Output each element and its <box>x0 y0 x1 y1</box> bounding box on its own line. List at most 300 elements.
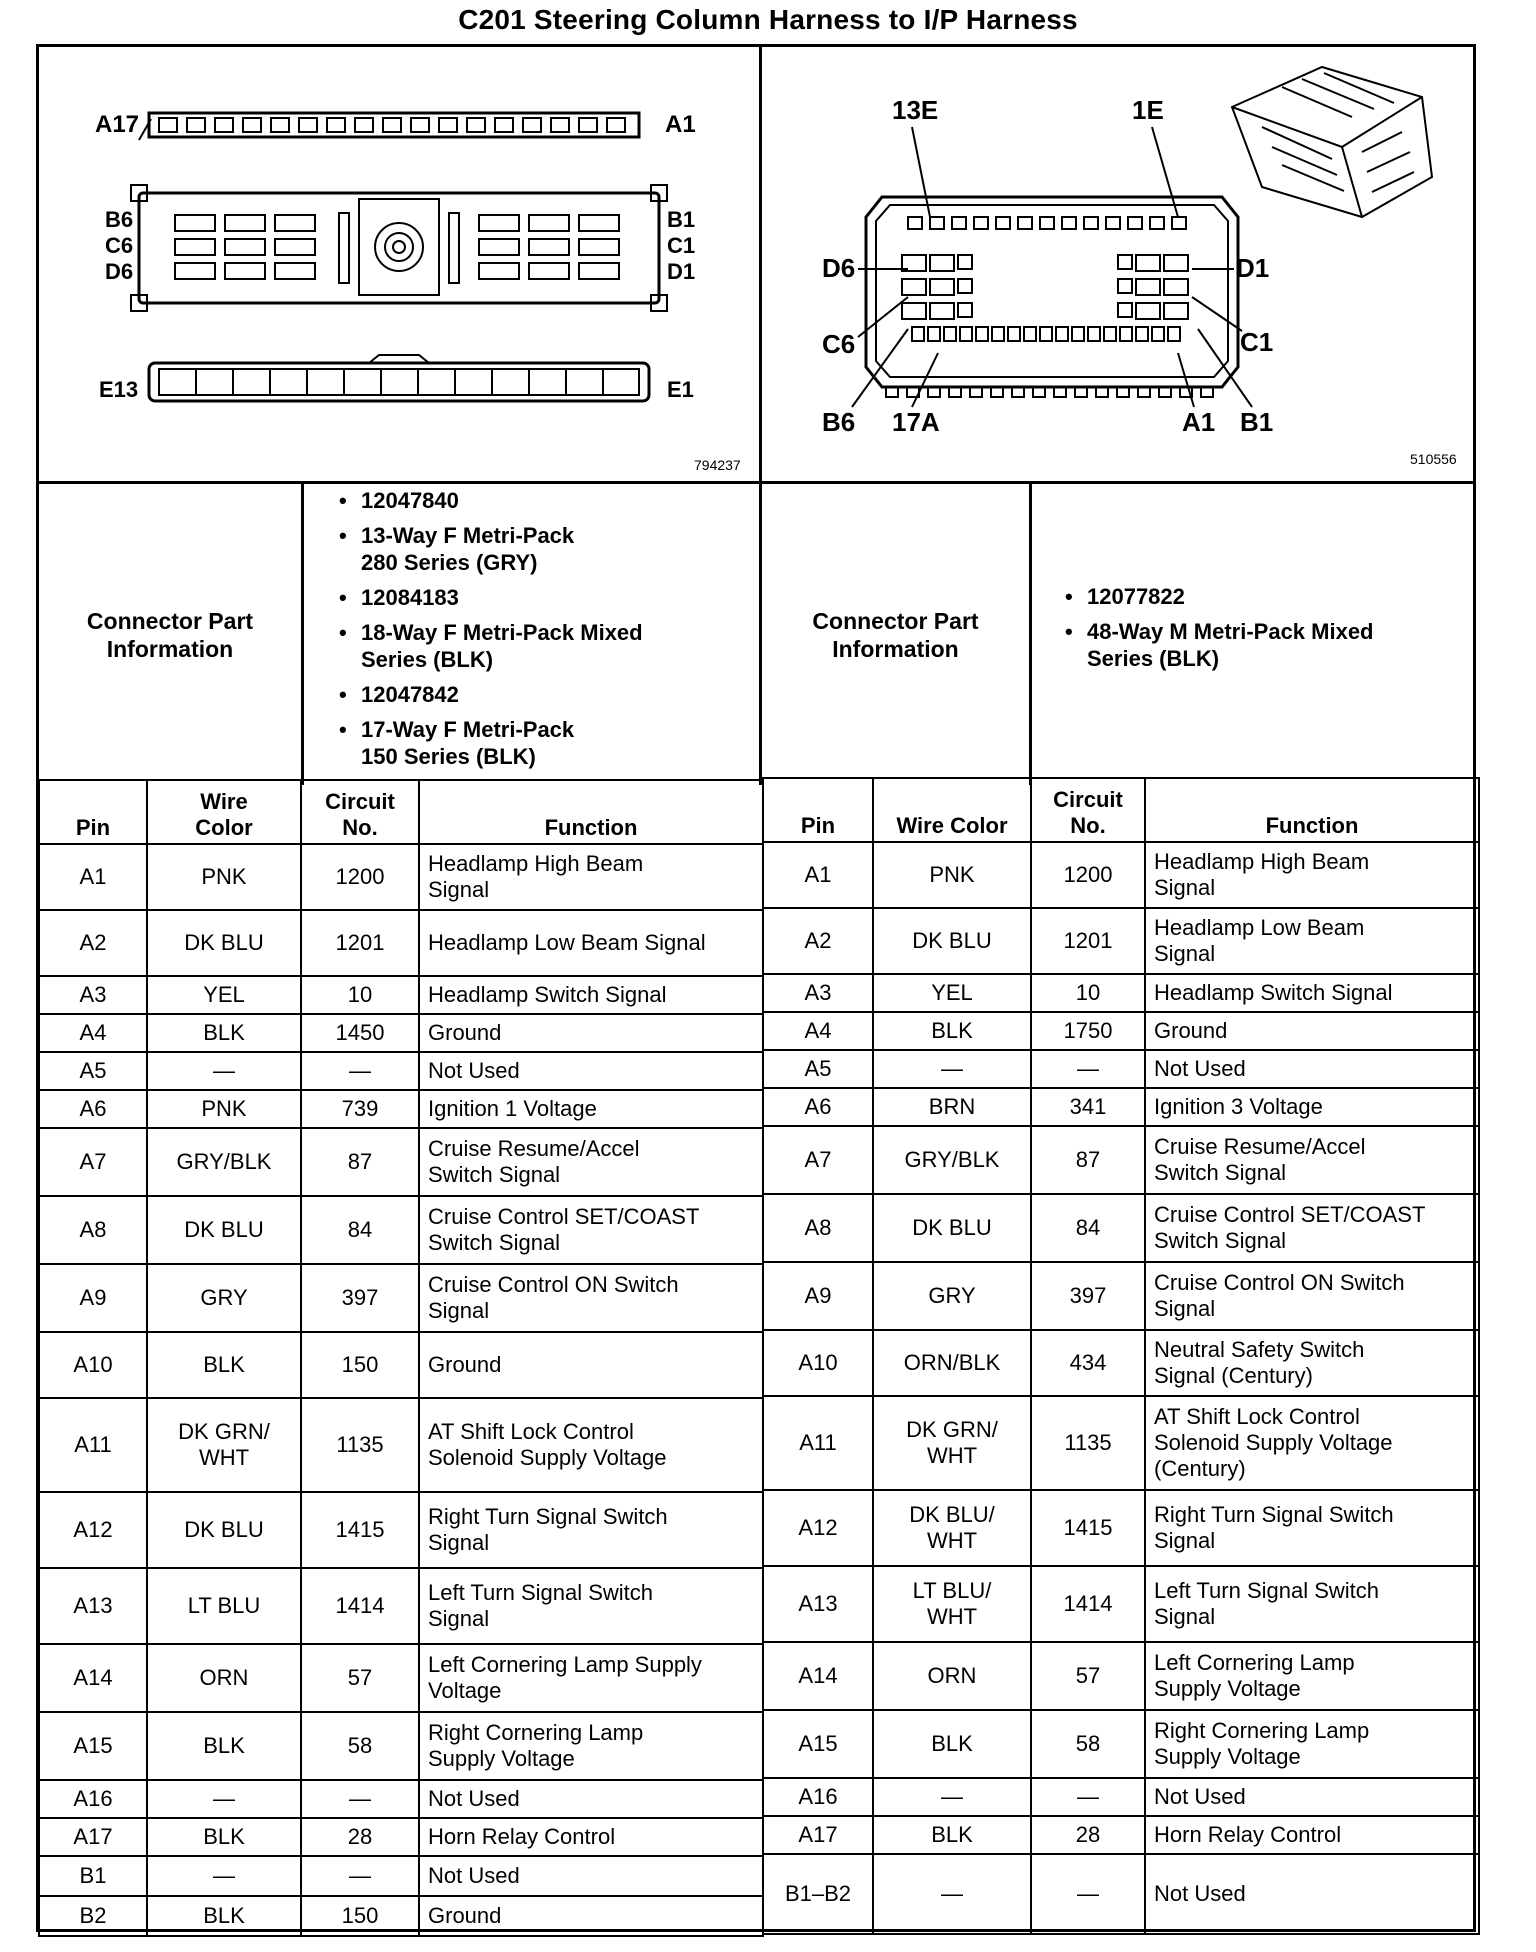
circuit-cell: — <box>301 1856 419 1896</box>
pin-cavity <box>1120 327 1132 341</box>
pin-cavity <box>1118 279 1132 293</box>
pin-cell: A5 <box>763 1050 873 1088</box>
label-c6: C6 <box>822 329 856 359</box>
pin-cavity <box>225 263 265 279</box>
circuit-cell: 57 <box>301 1644 419 1712</box>
pin-cavity <box>930 303 954 319</box>
table-row <box>763 1088 1479 1126</box>
table-row <box>763 842 1479 908</box>
header-wire-color: Wire Color <box>147 780 301 844</box>
function-cell: Ground <box>419 1014 763 1052</box>
a-row-pin-cavities <box>912 327 1180 341</box>
pin-cavity <box>1024 327 1036 341</box>
pin-cavity <box>1008 327 1020 341</box>
function-cell: Headlamp High Beam Signal <box>1145 842 1479 908</box>
right-part-info-list <box>1061 583 1461 680</box>
wire-color-cell: DK BLU <box>147 1196 301 1264</box>
label-d6: D6 <box>105 259 134 284</box>
e-row-pin-cavities <box>908 217 1186 229</box>
wire-color-cell: GRY <box>147 1264 301 1332</box>
pin-cavity <box>607 118 625 132</box>
table-row <box>39 1398 763 1492</box>
pin-cavity <box>495 118 513 132</box>
pin-cavity <box>275 239 315 255</box>
wire-color-cell: YEL <box>873 974 1031 1012</box>
pin-cell: A16 <box>39 1780 147 1818</box>
wire-color-cell: DK BLU <box>147 910 301 976</box>
function-cell: Headlamp Switch Signal <box>419 976 763 1014</box>
header-function: Function <box>1145 778 1479 842</box>
wire-color-cell: GRY <box>873 1262 1031 1330</box>
table-row <box>763 1396 1479 1490</box>
circuit-cell: 150 <box>301 1896 419 1936</box>
part-info-item: • 12047842 <box>335 681 745 708</box>
table-row <box>39 976 763 1014</box>
circuit-cell: — <box>1031 1778 1145 1816</box>
pin-cell: A11 <box>763 1396 873 1490</box>
wire-color-cell: BLK <box>147 1818 301 1856</box>
pin-cell: A10 <box>763 1330 873 1396</box>
table-row <box>39 1128 763 1196</box>
pin-cavity <box>523 118 541 132</box>
circuit-cell: 1415 <box>301 1492 419 1568</box>
wire-color-cell: DK GRN/ WHT <box>873 1396 1031 1490</box>
pin-cell: A17 <box>763 1816 873 1854</box>
pin-cavity <box>579 215 619 231</box>
label-c6: C6 <box>105 233 134 258</box>
wire-color-cell: — <box>147 1052 301 1090</box>
right-pin-table <box>762 777 1480 1935</box>
pin-cavity <box>902 303 926 319</box>
table-row <box>39 844 763 910</box>
pin-cell: A17 <box>39 1818 147 1856</box>
function-cell: AT Shift Lock Control Solenoid Supply Voltage <box>419 1398 763 1492</box>
circuit-cell: 1750 <box>1031 1012 1145 1050</box>
label-e13: E13 <box>99 377 139 402</box>
label-e1: E1 <box>667 377 694 402</box>
label-13e: 13E <box>892 95 939 125</box>
function-cell: Headlamp Low Beam Signal <box>419 910 763 976</box>
pin-cell: A8 <box>39 1196 147 1264</box>
function-cell: Ground <box>419 1332 763 1398</box>
table-row <box>763 1778 1479 1816</box>
pin-cavity <box>1164 255 1188 271</box>
pin-cell: A2 <box>39 910 147 976</box>
pin-cell: A12 <box>39 1492 147 1568</box>
circuit-cell: 10 <box>1031 974 1145 1012</box>
circuit-cell: 397 <box>1031 1262 1145 1330</box>
function-cell: Right Cornering Lamp Supply Voltage <box>1145 1710 1479 1778</box>
wire-color-cell: DK BLU <box>873 1194 1031 1262</box>
wire-color-cell: PNK <box>147 1090 301 1128</box>
circuit-cell: 10 <box>301 976 419 1014</box>
pin-cavity <box>225 215 265 231</box>
function-cell: Right Turn Signal Switch Signal <box>1145 1490 1479 1566</box>
function-cell: Left Turn Signal Switch Signal <box>419 1568 763 1644</box>
pin-cell: A15 <box>39 1712 147 1780</box>
label-1e: 1E <box>1132 95 1164 125</box>
pin-cavity <box>479 239 519 255</box>
e-row-pin-cavities <box>196 369 603 395</box>
function-cell: Cruise Resume/Accel Switch Signal <box>1145 1126 1479 1194</box>
pin-cavity <box>1118 255 1132 269</box>
wire-color-cell: — <box>147 1856 301 1896</box>
pin-cavity <box>187 118 205 132</box>
wire-color-cell: PNK <box>873 842 1031 908</box>
pin-cavity <box>974 217 988 229</box>
wire-color-cell: ORN <box>873 1642 1031 1710</box>
pin-cell: A4 <box>763 1012 873 1050</box>
table-row <box>39 910 763 976</box>
wire-color-cell: BLK <box>147 1014 301 1052</box>
pin-cell: A13 <box>763 1566 873 1642</box>
circuit-cell: 1450 <box>301 1014 419 1052</box>
function-cell: Headlamp Low Beam Signal <box>1145 908 1479 974</box>
pin-cavity <box>1136 279 1160 295</box>
pin-cavity <box>529 239 569 255</box>
label-a17: A17 <box>95 111 140 138</box>
table-row <box>39 1264 763 1332</box>
label-b6: B6 <box>105 207 134 232</box>
wire-color-cell: DK BLU <box>147 1492 301 1568</box>
pin-cavity <box>299 118 317 132</box>
pin-cell: A7 <box>763 1126 873 1194</box>
function-cell: Ground <box>419 1896 763 1936</box>
left-pin-rows <box>39 844 763 1936</box>
left-info-divider <box>301 481 304 785</box>
left-connector-drawing <box>39 47 759 481</box>
pin-cavity <box>1172 217 1186 229</box>
circuit-cell: — <box>1031 1050 1145 1088</box>
table-row <box>763 1710 1479 1778</box>
header-circuit: Circuit No. <box>1031 778 1145 842</box>
circuit-cell: 341 <box>1031 1088 1145 1126</box>
header-pin: Pin <box>39 780 147 844</box>
pin-cavity <box>944 327 956 341</box>
wire-color-cell: DK BLU/ WHT <box>873 1490 1031 1566</box>
pin-cavity <box>411 118 429 132</box>
pin-cell: A5 <box>39 1052 147 1090</box>
part-info-item: • 48-Way M Metri-Pack Mixed Series (BLK) <box>1061 618 1461 672</box>
table-row <box>763 1050 1479 1088</box>
pin-cavity <box>1152 327 1164 341</box>
table-row <box>39 1196 763 1264</box>
pin-cavity <box>275 215 315 231</box>
left-connector-figure <box>39 47 759 481</box>
circuit-cell: 739 <box>301 1090 419 1128</box>
pin-cell: A4 <box>39 1014 147 1052</box>
pin-cavity <box>1136 255 1160 271</box>
table-row <box>763 974 1479 1012</box>
label-17a: 17A <box>892 407 940 437</box>
pin-cavity <box>551 118 569 132</box>
pin-cell: A15 <box>763 1710 873 1778</box>
pin-cavity <box>175 215 215 231</box>
circuit-cell: 87 <box>1031 1126 1145 1194</box>
header-circuit: Circuit No. <box>301 780 419 844</box>
pin-cavity <box>1128 217 1142 229</box>
table-row <box>763 1126 1479 1194</box>
pin-cavity <box>1072 327 1084 341</box>
circuit-cell: 84 <box>1031 1194 1145 1262</box>
pin-cell: A8 <box>763 1194 873 1262</box>
pin-cavity <box>579 263 619 279</box>
pin-cell: A3 <box>763 974 873 1012</box>
label-c1: C1 <box>667 233 696 258</box>
pin-cell: B1 <box>39 1856 147 1896</box>
function-cell: Left Cornering Lamp Supply Voltage <box>419 1644 763 1712</box>
function-cell: Not Used <box>419 1780 763 1818</box>
pin-cell: A11 <box>39 1398 147 1492</box>
wire-color-cell: — <box>147 1780 301 1818</box>
function-cell: Not Used <box>1145 1778 1479 1816</box>
table-row <box>763 1816 1479 1854</box>
function-cell: Cruise Resume/Accel Switch Signal <box>419 1128 763 1196</box>
circuit-cell: — <box>301 1780 419 1818</box>
circuit-cell: 87 <box>301 1128 419 1196</box>
wire-color-cell: BLK <box>147 1712 301 1780</box>
pin-cell: A1 <box>763 842 873 908</box>
left-pin-table <box>38 779 764 1937</box>
wire-color-cell: GRY/BLK <box>147 1128 301 1196</box>
wire-color-cell: DK BLU <box>873 908 1031 974</box>
circuit-cell: 1200 <box>301 844 419 910</box>
header-function: Function <box>419 780 763 844</box>
wire-color-cell: BLK <box>873 1710 1031 1778</box>
pin-cavity <box>958 279 972 293</box>
circuit-cell: 1201 <box>1031 908 1145 974</box>
right-connector-drawing <box>762 47 1473 481</box>
left-info-label: Connector Part Information <box>86 607 254 662</box>
pin-cell: A7 <box>39 1128 147 1196</box>
pin-cavity <box>467 118 485 132</box>
pin-cavity <box>1164 279 1188 295</box>
wire-color-cell: BLK <box>147 1896 301 1936</box>
table-row <box>39 1052 763 1090</box>
pin-cavity <box>930 217 944 229</box>
wire-color-cell: BRN <box>873 1088 1031 1126</box>
circuit-cell: 84 <box>301 1196 419 1264</box>
label-b1: B1 <box>667 207 696 232</box>
pin-cell: A2 <box>763 908 873 974</box>
pin-cavity <box>215 118 233 132</box>
right-pin-rows <box>763 842 1479 1934</box>
connector-isometric-view <box>1232 67 1432 217</box>
function-cell: Cruise Control ON Switch Signal <box>1145 1262 1479 1330</box>
circuit-cell: 434 <box>1031 1330 1145 1396</box>
circuit-cell: 57 <box>1031 1642 1145 1710</box>
label-c1: C1 <box>1240 327 1274 357</box>
page-title: C201 Steering Column Harness to I/P Harness <box>458 4 1078 35</box>
circuit-cell: 58 <box>301 1712 419 1780</box>
wire-color-cell: GRY/BLK <box>873 1126 1031 1194</box>
function-cell: Headlamp Switch Signal <box>1145 974 1479 1012</box>
pin-cell: A9 <box>39 1264 147 1332</box>
circuit-cell: 1414 <box>301 1568 419 1644</box>
pin-cavity <box>958 303 972 317</box>
circuit-cell: 58 <box>1031 1710 1145 1778</box>
pin-cavity <box>355 118 373 132</box>
table-row <box>39 1644 763 1712</box>
pin-cell: B1–B2 <box>763 1854 873 1934</box>
pin-cavity <box>579 118 597 132</box>
figure-number: 794237 <box>694 457 741 473</box>
function-cell: Ignition 1 Voltage <box>419 1090 763 1128</box>
table-row <box>763 1262 1479 1330</box>
function-cell: Not Used <box>419 1052 763 1090</box>
wire-color-cell: PNK <box>147 844 301 910</box>
circuit-cell: 1201 <box>301 910 419 976</box>
label-b6: B6 <box>822 407 856 437</box>
table-row <box>763 1330 1479 1396</box>
wire-color-cell: DK GRN/ WHT <box>147 1398 301 1492</box>
pin-cavity <box>1164 303 1188 319</box>
pin-cavity <box>958 255 972 269</box>
pin-cavity <box>1056 327 1068 341</box>
label-d1: D1 <box>667 259 696 284</box>
pin-cell: A12 <box>763 1490 873 1566</box>
wire-color-cell: YEL <box>147 976 301 1014</box>
table-row <box>763 1566 1479 1642</box>
pin-cell: A10 <box>39 1332 147 1398</box>
label-d6: D6 <box>822 253 856 283</box>
pin-cavity <box>1018 217 1032 229</box>
pin-cavity <box>243 118 261 132</box>
table-row <box>39 1332 763 1398</box>
pin-cavity <box>529 215 569 231</box>
pin-cavity <box>275 263 315 279</box>
circuit-cell: 1200 <box>1031 842 1145 908</box>
table-row <box>763 908 1479 974</box>
table-row <box>39 1090 763 1128</box>
function-cell: Cruise Control SET/COAST Switch Signal <box>1145 1194 1479 1262</box>
pin-cavity <box>1104 327 1116 341</box>
circuit-cell: 1135 <box>1031 1396 1145 1490</box>
pin-cavity <box>159 118 177 132</box>
wire-color-cell: LT BLU/ WHT <box>873 1566 1031 1642</box>
part-info-item: • 17-Way F Metri-Pack 150 Series (BLK) <box>335 716 745 770</box>
function-cell: Not Used <box>1145 1050 1479 1088</box>
table-row <box>39 1712 763 1780</box>
function-cell: Ignition 3 Voltage <box>1145 1088 1479 1126</box>
circuit-cell: 150 <box>301 1332 419 1398</box>
right-info-divider <box>1029 481 1032 785</box>
function-cell: Not Used <box>419 1856 763 1896</box>
function-cell: Neutral Safety Switch Signal (Century) <box>1145 1330 1479 1396</box>
table-row <box>763 1012 1479 1050</box>
pin-cavity <box>1062 217 1076 229</box>
table-row <box>763 1194 1479 1262</box>
function-cell: Right Turn Signal Switch Signal <box>419 1492 763 1568</box>
pin-cell: B2 <box>39 1896 147 1936</box>
pin-cavity <box>225 239 265 255</box>
pin-cavity <box>1088 327 1100 341</box>
b-c-d-row-pin-cavities <box>902 255 1188 319</box>
wire-color-cell: ORN <box>147 1644 301 1712</box>
table-row <box>39 1492 763 1568</box>
table-row <box>763 1490 1479 1566</box>
pin-cavity <box>1150 217 1164 229</box>
part-info-item: • 18-Way F Metri-Pack Mixed Series (BLK) <box>335 619 745 673</box>
pin-cavity <box>976 327 988 341</box>
header-wire-color: Wire Color <box>873 778 1031 842</box>
pin-cavity <box>1040 327 1052 341</box>
label-a1: A1 <box>665 111 696 138</box>
circuit-cell: 1415 <box>1031 1490 1145 1566</box>
pin-cell: A14 <box>39 1644 147 1712</box>
pin-cavity <box>579 239 619 255</box>
function-cell: Ground <box>1145 1012 1479 1050</box>
pin-cavity <box>327 118 345 132</box>
label-a1: A1 <box>1182 407 1216 437</box>
table-row <box>39 1818 763 1856</box>
table-row <box>39 1780 763 1818</box>
pin-cavity <box>383 118 401 132</box>
pin-cell: A13 <box>39 1568 147 1644</box>
pin-cell: A14 <box>763 1642 873 1710</box>
header-pin: Pin <box>763 778 873 842</box>
function-cell: Right Cornering Lamp Supply Voltage <box>419 1712 763 1780</box>
pin-cavity <box>908 217 922 229</box>
pin-cavity <box>996 217 1010 229</box>
circuit-cell: 1135 <box>301 1398 419 1492</box>
part-info-item: • 13-Way F Metri-Pack 280 Series (GRY) <box>335 522 745 576</box>
circuit-cell: 397 <box>301 1264 419 1332</box>
part-info-item: • 12084183 <box>335 584 745 611</box>
left-part-info-list <box>335 487 745 778</box>
a-row-pin-cavities <box>159 118 625 132</box>
table-row <box>39 1568 763 1644</box>
function-cell: Headlamp High Beam Signal <box>419 844 763 910</box>
pin-cavity <box>930 279 954 295</box>
right-connector-figure <box>762 47 1473 481</box>
pin-cavity <box>930 255 954 271</box>
label-b1: B1 <box>1240 407 1274 437</box>
wire-color-cell: BLK <box>873 1816 1031 1854</box>
wire-color-cell: — <box>873 1778 1031 1816</box>
pin-cavity <box>912 327 924 341</box>
function-cell: Left Turn Signal Switch Signal <box>1145 1566 1479 1642</box>
pin-cell: A6 <box>763 1088 873 1126</box>
table-row <box>39 1856 763 1896</box>
pin-cavity <box>1040 217 1054 229</box>
pin-cavity <box>1168 327 1180 341</box>
pin-cell: A3 <box>39 976 147 1014</box>
pin-cavity <box>992 327 1004 341</box>
circuit-cell: 28 <box>1031 1816 1145 1854</box>
wire-color-cell: — <box>873 1050 1031 1088</box>
pin-cavity <box>271 118 289 132</box>
table-row <box>39 1896 763 1936</box>
table-row <box>39 1014 763 1052</box>
pin-cavity <box>529 263 569 279</box>
pin-cavity <box>1106 217 1120 229</box>
pin-cavity <box>175 239 215 255</box>
wire-color-cell: BLK <box>147 1332 301 1398</box>
part-info-item: • 12077822 <box>1061 583 1461 610</box>
pin-cavity <box>479 215 519 231</box>
pin-cavity <box>175 263 215 279</box>
pin-cell: A6 <box>39 1090 147 1128</box>
pin-cavity <box>1084 217 1098 229</box>
wire-color-cell: BLK <box>873 1012 1031 1050</box>
circuit-cell: 1414 <box>1031 1566 1145 1642</box>
function-cell: Horn Relay Control <box>419 1818 763 1856</box>
pin-cavity <box>928 327 940 341</box>
pin-cavity <box>1136 303 1160 319</box>
function-cell: AT Shift Lock Control Solenoid Supply Voltage (Century) <box>1145 1396 1479 1490</box>
function-cell: Cruise Control ON Switch Signal <box>419 1264 763 1332</box>
